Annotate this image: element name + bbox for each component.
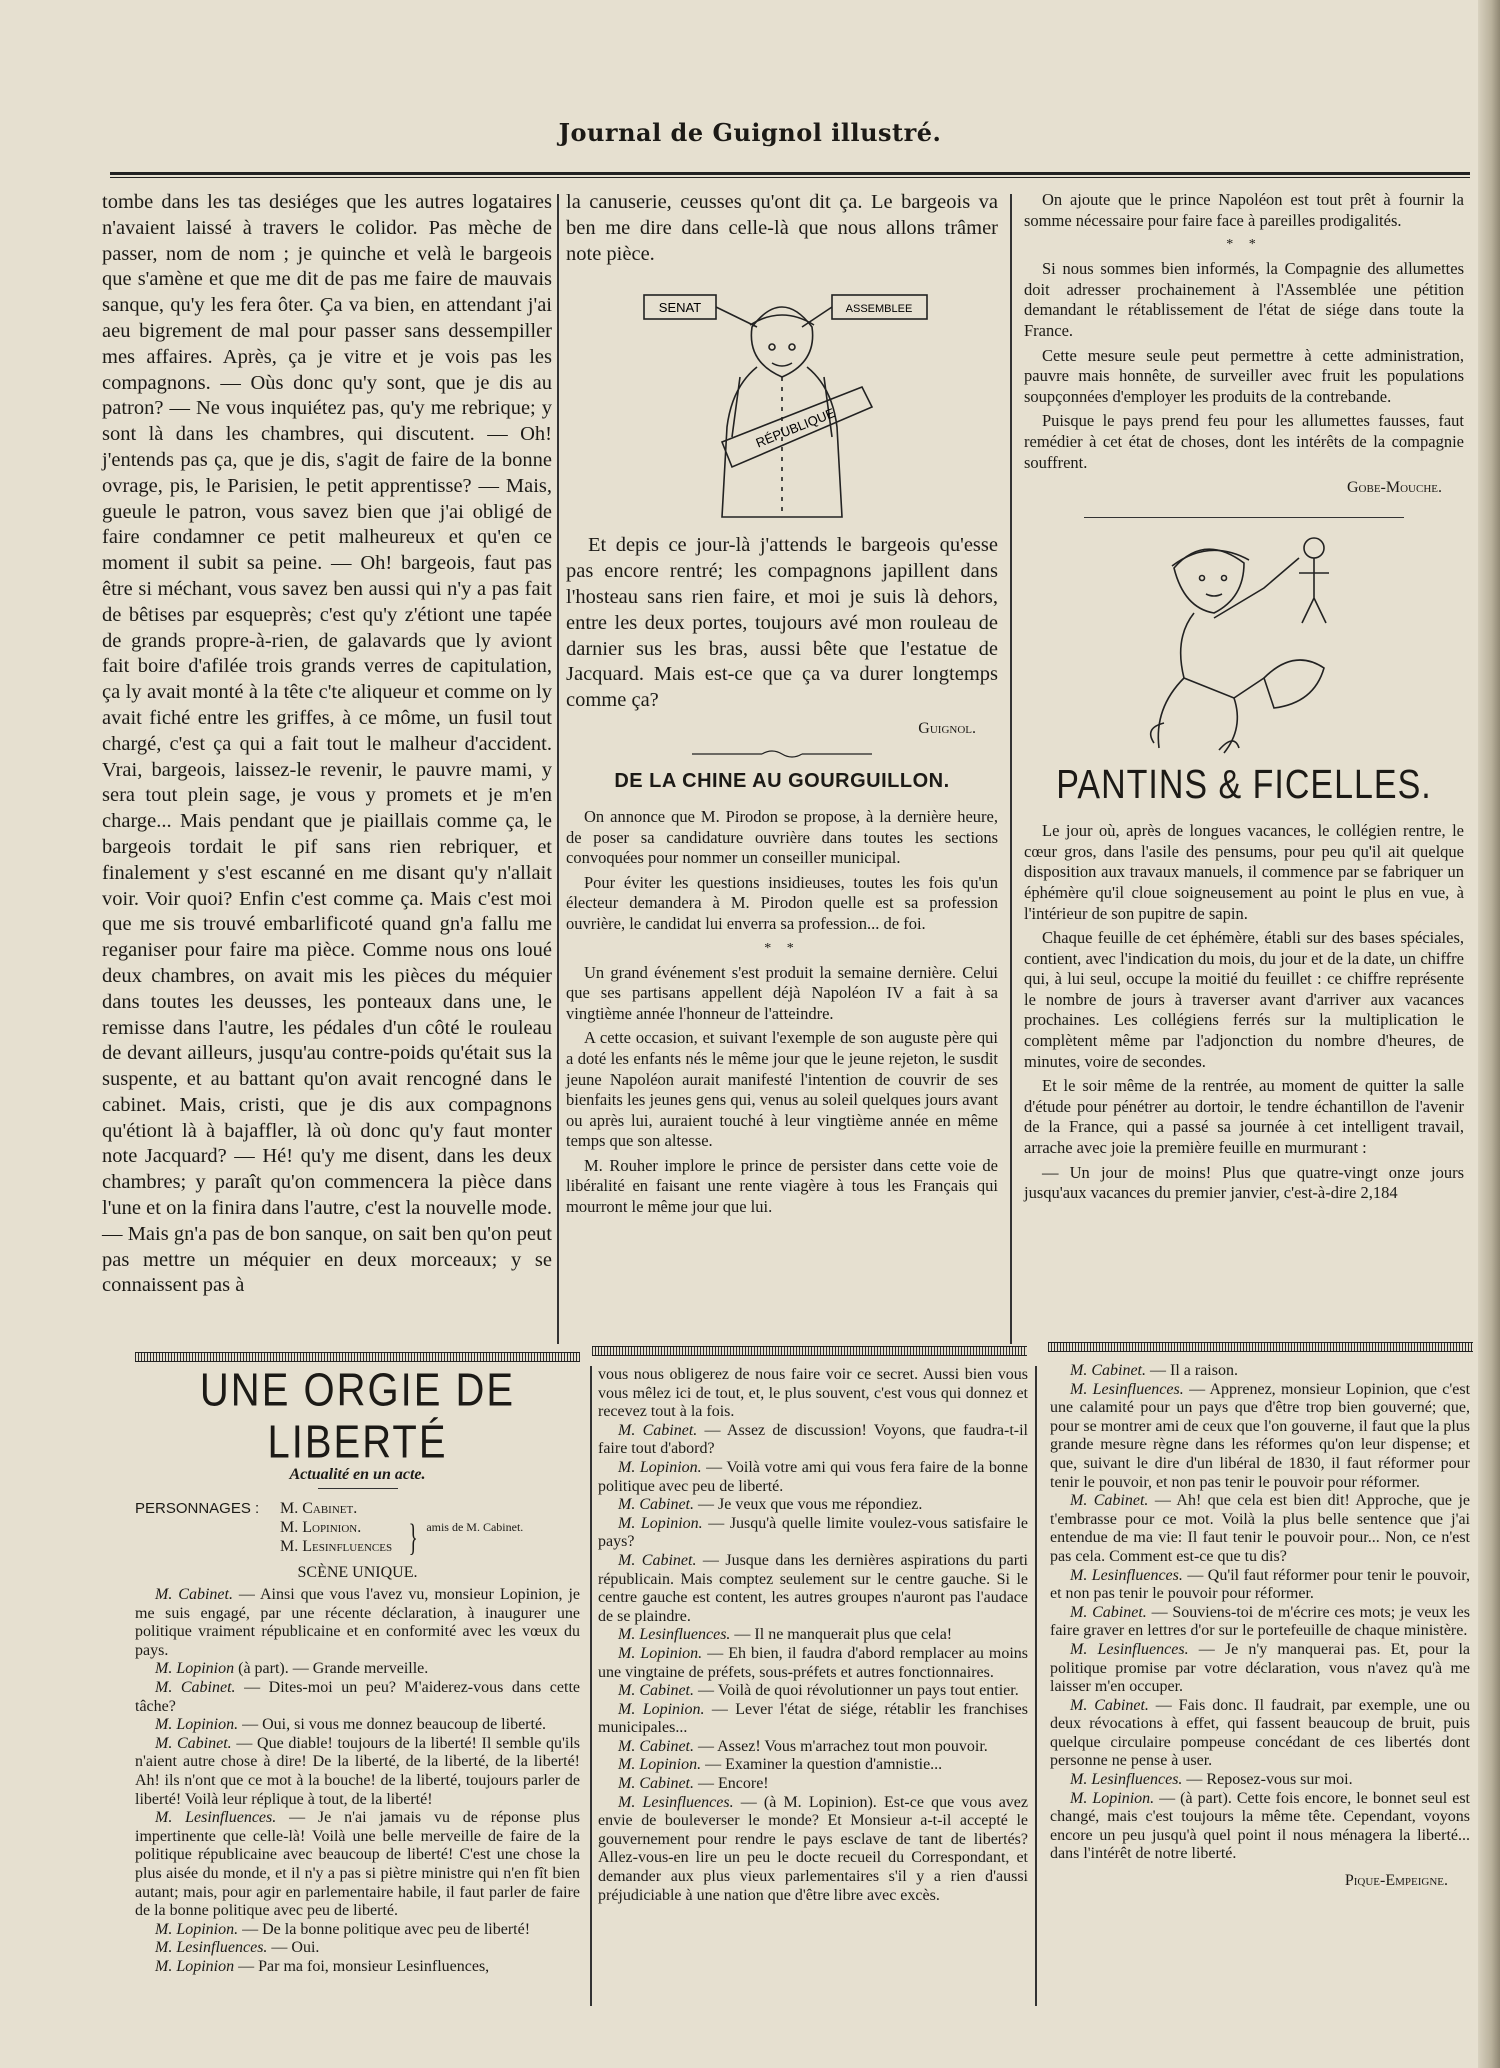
dialogue-line [135,1921,580,1940]
dialogue-text: — Oui. [267,1939,320,1957]
dialogue-text: — Souviens-toi de m'écrire ces mots; je veux les faire graver en lettres d'or sur le portefeuille de chaque ministère. [1050,1603,1470,1640]
dialogue-line [598,1701,1028,1738]
dialogue-text: — (à part). Cette fois encore, le bonnet seul est changé, mais c'est toujours la même tête. Cependant, voyons encore un peu jusqu'à quel point il nous ménagera la liberté... dans l'intérêt de notre liberté. [1050,1789,1470,1863]
cast-name: M. Lopinion. [280,1519,362,1536]
pantins-puppet-illustration [1114,528,1374,758]
chine-paragraph: Pour éviter les questions insidieuses, toutes les fois qu'un électeur demandera à M. Pirodon quelle est sa profession ouvrière, le candidat lui enverra sa profession... de foi. [566,872,998,933]
play-dialogue [1050,1362,1470,1864]
dialogue-text: — Assez de discussion! Voyons, que faudra-t-il faire tout d'abord? [598,1421,1028,1458]
scene-label: SCÈNE UNIQUE. [297,1564,418,1581]
dialogue-line [1050,1790,1470,1864]
dialogue-text: — Apprenez, monsieur Lopinion, que c'est une calamité pour un pays que d'être trop bien gouverné; que, pour se montrer ami de ceux que l'on gouverne, il faut que la plus grande mesure règne dans les réformes qu'on leur dispense; et que, suivant le dire d'un libéral de 1830, il faut réformer pour tenir le pouvoir, et non pas tenir le pouvoir pour réformer. [1050,1380,1471,1491]
dialogue-text: — Je n'ai jamais vu de réponse plus impertinente que celle-là! Voilà une belle merveille de faire de la politique républicaine avec beaucoup de liberté! C'est une chose la plus aisée du monde, et il n'y a pas si piètre ministre qui n'en fît bien autant; mais, pour agir en parlementaire habile, il faut parler de faire de la bonne politique avec peu de liberté. [135,1809,581,1920]
dialogue-text: — Voilà de quoi révolutionner un pays tout entier. [694,1682,1019,1700]
assemblee-label: ASSEMBLEE [845,303,913,316]
speaker-name: M. Lopinion. [618,1644,703,1662]
column-guignol-story [102,190,552,1299]
speaker-name: M. Cabinet. [618,1775,694,1793]
column-rule [557,194,559,1344]
signature-guignol: Guignol. [918,719,976,737]
dialogue-line [135,1939,580,1958]
speaker-name: M. Cabinet. [155,1586,233,1603]
speaker-name: M. Lopinion [155,1660,235,1678]
dialogue-text: — Assez! Vous m'arrachez tout mon pouvoir. [694,1737,988,1755]
speaker-name: M. Lesinfluences. [155,1939,268,1957]
dialogue-line [598,1422,1028,1459]
republique-scroll-label: RÉPUBLIQUE [753,405,837,451]
orgie-subtitle: Actualité en un acte. [289,1466,426,1483]
dialogue-line [135,1958,580,1977]
column-rule [590,1366,592,2006]
orgie-column-1 [135,1365,581,1976]
chine-paragraph: Cette mesure seule peut permettre à cette administration, pauvre mais honnête, de surveiller avec fruit les populations soupçonnées d'employer les produits de la contrebande. [1024,345,1464,406]
speaker-name: M. Lopinion. [618,1756,702,1774]
speaker-name: M. Lopinion. [618,1514,703,1532]
dialogue-line [598,1756,1028,1775]
guignol-republique-illustration [632,267,932,527]
top-rule [110,172,1470,178]
speaker-name: M. Lesinfluences. [1070,1640,1189,1658]
section-band [1048,1342,1473,1352]
speaker-name: M. Lesinfluences. [618,1626,731,1644]
dialogue-line [135,1716,580,1735]
dialogue-text: — Jusqu'à quelle limite voulez-vous satisfaire le pays? [598,1514,1028,1551]
speaker-name: M. Cabinet. [618,1682,694,1700]
dialogue-text: — Il a raison. [1146,1362,1238,1379]
speaker-name: M. Lesinfluences. [1070,1771,1183,1789]
brace: } [408,1517,418,1559]
dialogue-text: — (à M. Lopinion). Est-ce que vous avez envie de bouleverser le monde? Et Monsieur a-t-il accepté le gouvernement pour rendre le pays esclave de tant de libertés? Allez-vous-en lire un peu le docte recueil du Correspondant, et demander aux plus vieux parlementaires s'il y a rien d'aussi préjudiciable à une nation que d'être libre avec excès. [598,1793,1029,1904]
play-dialogue [135,1586,580,1976]
signature-gobe-mouche: Gobe-Mouche. [1347,479,1442,497]
dialogue-line [1050,1771,1470,1790]
cast-name: M. Cabinet. [280,1500,358,1517]
dialogue-line [135,1679,580,1716]
column-rule [1035,1366,1037,2006]
speaker-name: M. Cabinet. [618,1421,698,1439]
speaker-name: M. Lopinion. [618,1700,705,1718]
dialogue-text: — Par ma foi, monsieur Lesinfluences, [234,1957,490,1975]
pantins-paragraph: Chaque feuille de cet éphémère, établi sur des bases spéciales, contient, avec l'indication du mois, du jour et de la date, un chiffre qui, à lui seul, occupe la moitié du feuillet : ce chiffre représente le nombre de jours à traverser avant d'arriver aux vacances prochaines. Les collégiens ferrés sur la multiplication le complètent même par l'adjonction du nombre d'heures, de minutes, voire de secondes. [1024,928,1464,1071]
chine-paragraph: On ajoute que le prince Napoléon est tout prêt à fournir la somme nécessaire pour faire face à pareilles prodigalités. [1024,190,1464,230]
dialogue-line [135,1735,580,1809]
section-stars: * * [764,940,800,956]
speaker-name: M. Cabinet. [1070,1696,1149,1714]
dialogue-line [1050,1604,1470,1641]
dialogue-line [598,1645,1028,1682]
section-stars: * * [1226,237,1262,253]
chine-paragraph: A cette occasion, et suivant l'exemple de son auguste père qui a doté les enfants nés le même jour que le jeune rejeton, le susdit jeune Napoléon aurait manifesté l'intention de couvrir de ses bienfaits les jeunes gens qui, venus au soleil quelques jours avant ou après lui, auraient touché à leur vingtième année en même temps que son altesse. [566,1028,998,1151]
dialogue-line [598,1794,1028,1906]
chine-paragraph: M. Rouher implore le prince de persister dans cette voie de libéralité en faisant une rente viagère à tous les Français qui mourront le même jour que lui. [566,1155,998,1217]
speaker-name: M. Lesinfluences. [1070,1566,1183,1584]
dialogue-text: — Ainsi que vous l'avez vu, monsieur Lopinion, je me suis engagé, par une récente déclaration, à inaugurer une politique vraiment républicaine et en conformité avec les vœux du pays. [135,1586,580,1659]
dialogue-line [598,1738,1028,1757]
dialogue-line [598,1626,1028,1645]
orgie-title: UNE ORGIE DE LIBERTÉ [199,1365,516,1468]
personnages-list [135,1499,580,1559]
orgie-column-2 [598,1366,1028,1905]
speaker-name: M. Lesinfluences. [155,1809,277,1827]
chine-paragraph: On annonce que M. Pirodon se propose, à la dernière heure, de poser sa candidature ouvrière dans toutes les sections convoquées pour nommer un conseiller municipal. [566,806,998,868]
cast-names [280,1499,392,1556]
amis-group [400,1499,524,1559]
speaker-name: M. Cabinet. [618,1496,694,1514]
dialogue-text: — Je veux que vous me répondiez. [694,1496,923,1514]
speaker-name: M. Lopinion. [618,1458,702,1476]
speaker-name: M. Cabinet. [1070,1603,1147,1621]
dialogue-line [1050,1567,1470,1604]
chine-paragraph: Un grand événement s'est produit la semaine dernière. Celui que ses partisans appellent déjà Napoléon IV a fait à sa vingtième année l'honneur de l'atteindre. [566,962,998,1023]
dialogue-text: — De la bonne politique avec peu de liberté! [238,1920,531,1938]
pantins-section-title: PANTINS & FICELLES. [1056,762,1432,808]
column-rule [1010,194,1012,1344]
dialogue-text: — Encore! [694,1775,769,1793]
dialogue-text: — Qu'il faut réformer pour tenir le pouvoir, et non pas tenir le pouvoir pour réformer. [1050,1566,1470,1603]
senat-label: SENAT [658,300,702,316]
column-middle [566,190,998,1222]
signature-pique-empeigne: Pique-Empeigne. [1344,1872,1448,1890]
dialogue-text: — Oui, si vous me donnez beaucoup de liberté. [238,1716,547,1734]
dialogue-line [598,1775,1028,1794]
dialogue-line [598,1682,1028,1701]
dialogue-line [1050,1492,1470,1566]
dialogue-text: — Eh bien, il faudra d'abord remplacer au moins une vingtaine de préfets, sous-préfets et autres fonctionnaires. [598,1644,1028,1681]
page-header: Journal de Guignol illustré. [558,118,942,147]
dialogue-text: — Reposez-vous sur moi. [1182,1771,1353,1789]
dialogue-line [598,1459,1028,1496]
dialogue-text: (à part). — Grande merveille. [234,1660,429,1678]
amis-note: amis de M. Cabinet. [426,1520,524,1534]
dialogue-line [598,1552,1028,1626]
speaker-name: M. Lesinfluences. [618,1793,734,1811]
speaker-name: M. Cabinet. [618,1551,697,1569]
speaker-name: M. Cabinet. [1070,1492,1149,1510]
chine-paragraph: Si nous sommes bien informés, la Compagnie des allumettes doit adresser prochainement à l'Assemblée une pétition demandant le rétablissement de l'état de siége dans toute la France. [1024,259,1464,340]
chine-section-title: DE LA CHINE AU GOURGUILLON. [614,769,950,792]
guignol-story-text: tombe dans les tas desiéges que les autres logataires n'avaient laissé à travers le colidor. Pas mèche de passer, nom de nom ; je quinche et velà le bargeois que s'amène et que me dit de pas me faire de mauvais sanque, qu'y les fera ôter. Ça va bien, en attendant j'ai aeu bigrement de mal pour passer sans dessempiller mes affaires. Après, ça je vitre et je vois pas les compagnons. — Oùs donc qu'y sont, que je dis au patron? — Ne vous inquiétez pas, qu'y me rebrique; y sont là dans les chambres, qui discutent. — Oh! j'entends pas ça, que je dis, s'agit de faire de la bonne ovrage, pis, le Parisien, le petit apprentisse? — Mais, gueule le patron, vous savez bien que j'ai obligé de faire condamner ce petit malheureux et qu'en ce moment il subit sa peine. — Oh! bargeois, faut pas être si méchant, vous savez ben aussi qui n'y a pas fait de bêtises par esqueprès; c'est qu'y z'étiont une tapée de grands propre-à-rien, de galavards que ly aviont fait boire d'afilée trois grands verres de capitulation, ça ly avait monté à la tête c'te aliqueur et comme on ly avait fiché entre les griffes, à ce môme, un fusil tout chargé, c'est ça qui a fait tout le malheur d'accident. Vrai, bargeois, laissez-le revenir, le pauvre mami, y sera tout plein sage, je vous y promets et je m'en charge... Mais pendant que je piaillais comme ça, le bargeois tordait le pif sans rien rebriquer, et finalement y s'est escanné en me disant qu'y n'allait voir. Voir quoi? Enfin c'est comme ça. Mais c'est moi que me sis trouvé embarlificoté quand gn'a fallu me reganiser pour faire ma pièce. Comme nous ons loué deux chambres, on avait mis les pièces du méquier dans toutes les deusses, les ponteaux dans une, le remisse dans l'autre, les pédales d'un côté le rouleau de devant ailleurs, jusqu'au contre-poids qu'était sus la suspente, et au battant qu'on avait rencogné dans le cabinet. Mais, cristi, que je dis aux compagnons qu'étiont là à bajaffler, là où donc qu'y faut monter note Jacquard? — Hé! qu'y me disent, dans les deux chambres; y paraît qu'on commencera la pièce dans l'une et on la finira dans l'autre, c'est la nouvelle mode. — Mais gn'a pas de bon sanque, on sait ben qu'on peut pas mettre un méquier en deux morceaux; y se connaissent pas à [102,191,552,1297]
dialogue-line: vous nous obligerez de nous faire voir ce secret. Aussi bien vous vous mêlez ici de tout, et, le plus souvent, c'est vous qui donnez et recevez tout à la fois. [598,1366,1028,1421]
divider [1084,517,1404,518]
dialogue-line [598,1515,1028,1552]
speaker-name: M. Lopinion. [155,1716,239,1734]
guignol-story-ending: Et depis ce jour-là j'attends le bargeois qu'esse pas encore rentré; les compagnons japillent dans l'hosteau sans rien faire, et moi je suis là dehors, entre les deux portes, toujours avé mon rouleau de darnier sus les bras, aussi bête que l'estatue de Jacquard. Mais est-ce que ça va durer longtemps comme ça? [566,534,998,712]
dialogue-text: — Je n'y manquerai pas. Et, pour la politique promise par votre déclaration, vous n'avez qu'à me laisser m'en occuper. [1050,1640,1471,1696]
section-band [135,1352,580,1362]
play-dialogue [598,1422,1028,1905]
orgie-column-3 [1050,1362,1470,1890]
pantins-paragraph: Et le soir même de la rentrée, au moment de quitter la salle d'étude pour pénétrer au dortoir, le tendre échantillon de l'avenir de la France, qui a passé sa journée à cet intelligent travail, arrache avec joie la première feuille en murmurant : [1024,1076,1464,1158]
dialogue-text: — Examiner la question d'amnistie... [701,1756,943,1774]
speaker-name: M. Lopinion. [1070,1789,1155,1807]
page-edge [1478,0,1500,2068]
dialogue-text: — Ah! que cela est bien dit! Approche, que je t'embrasse pour ce mot. Voilà la plus belle sentence que j'ai entendue de ma vie: Il faut tenir le pouvoir pour... Non, ce n'est pas cela. Comment est-ce que tu dis? [1050,1492,1470,1565]
speaker-name: M. Cabinet. [155,1678,236,1696]
section-band [592,1346,1027,1356]
dialogue-text: — Voilà votre ami qui vous fera faire de la bonne politique avec peu de liberté. [598,1458,1028,1495]
speaker-name: M. Cabinet. [1070,1362,1146,1379]
speaker-name: M. Lopinion [155,1957,235,1975]
cast-name: M. Lesinfluences [280,1538,393,1555]
dialogue-text: — Jusque dans les dernières aspirations du parti républicain. Mais comptez seulement sur le centre gauche. Si le centre gauche est content, les autres groupes n'auront pas l'audace de se plaindre. [598,1551,1028,1625]
dialogue-line [598,1496,1028,1515]
dialogue-text: — Dites-moi un peu? M'aiderez-vous dans cette tâche? [135,1678,580,1715]
section-flourish [692,748,872,760]
dialogue-line [135,1809,580,1921]
personnages-label: PERSONNAGES : [135,1500,260,1517]
divider [318,1488,398,1489]
pantins-paragraph: — Un jour de moins! Plus que quatre-vingt onze jours jusqu'aux vacances du premier janvier, c'est-à-dire 2,184 [1024,1162,1464,1203]
dialogue-line [1050,1697,1470,1771]
play-dialogue [598,1366,1028,1422]
dialogue-text: — Il ne manquerait plus que cela! [730,1626,953,1644]
speaker-name: M. Lesinfluences. [1070,1380,1184,1398]
dialogue-line [1050,1381,1470,1493]
dialogue-line [135,1660,580,1679]
chine-paragraph: Puisque le pays prend feu pour les allumettes fausses, faut remédier à cet état de choses, dont les intérêts de la compagnie souffrent. [1024,411,1464,472]
speaker-name: M. Cabinet. [618,1737,694,1755]
dialogue-text: — Fais donc. Il faudrait, par exemple, une ou deux révocations à effet, qui fassent beaucoup de bruit, puis quelque circulaire pompeuse concédant de ces libertés dont personne ne pense à user. [1050,1696,1470,1770]
guignol-story-continued: la canuserie, ceusses qu'ont dit ça. Le bargeois va ben me dire dans celle-là que nous allons trâmer note pièce. [566,191,998,265]
speaker-name: M. Cabinet. [155,1734,232,1752]
dialogue-line [1050,1641,1470,1697]
dialogue-text: — Lever l'état de siége, rétablir les franchises municipales... [598,1700,1029,1737]
pantins-paragraph: Le jour où, après de longues vacances, le collégien rentre, le cœur gros, dans l'asile des pensums, pour peu qu'il ait quelque disposition aux travaux manuels, il commence par se fabriquer un éphémère qu'il cloue soigneusement au point le plus en vue, à l'intérieur de son pupitre de sapin. [1024,821,1464,923]
column-right [1024,190,1464,1208]
dialogue-line [135,1586,580,1660]
dialogue-line [1050,1362,1470,1381]
speaker-name: M. Lopinion. [155,1920,239,1938]
dialogue-text: — Que diable! toujours de la liberté! Il semble qu'ils n'aient autre chose à dire! De la liberté, de la liberté, de la liberté! Ah! ils n'ont que ce mot à la bouche! de la liberté, toujours parler de liberté! Voilà leur réplique à tout, de la liberté! [135,1734,580,1808]
